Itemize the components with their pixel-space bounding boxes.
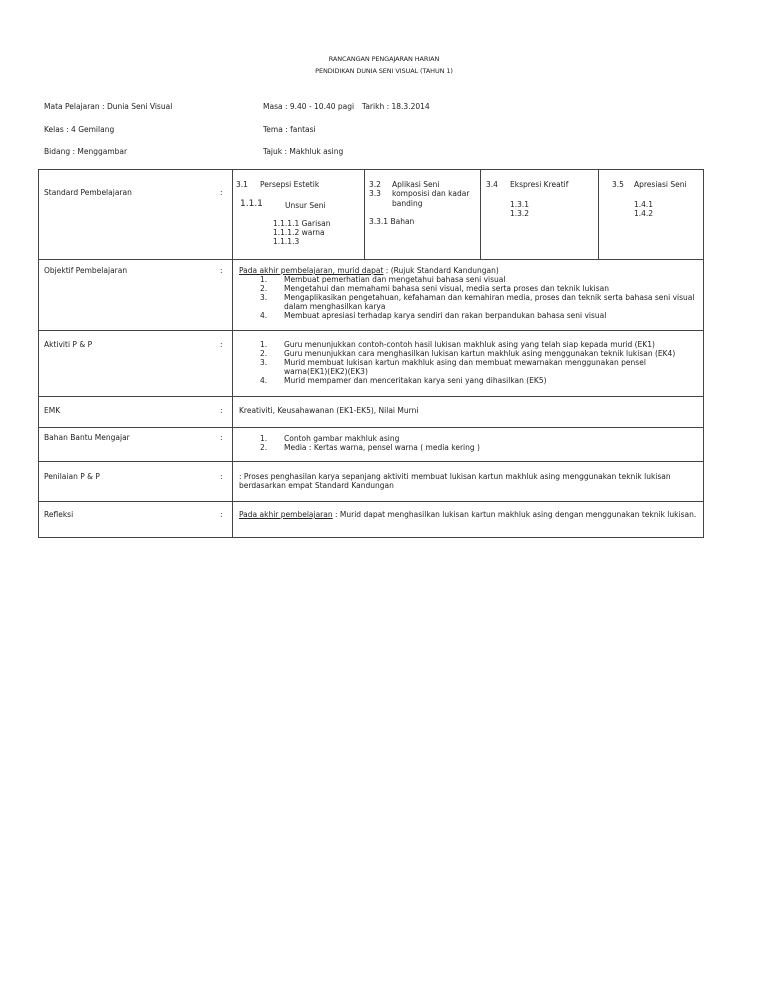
row-colon: : <box>220 188 223 197</box>
bahan-item <box>260 434 399 443</box>
emk-text: Kreativiti, Keusahawanan (EK1-EK5), Nilai Murni <box>239 406 419 415</box>
standard-c1-sub-text: Unsur Seni <box>285 201 326 210</box>
row-label-objektif: Objektif Pembelajaran <box>44 266 128 275</box>
standard-c3-item: 1.3.1 <box>510 200 530 209</box>
inner-column-divider <box>598 170 599 259</box>
document-title: RANCANGAN PENGAJARAN HARIAN <box>328 55 440 63</box>
standard-c4-text: Apresiasi Seni <box>634 180 687 189</box>
standard-c1-item: 1.1.1.1 Garisan <box>273 219 331 228</box>
objektif-intro <box>239 266 499 275</box>
standard-c2-text: banding <box>392 199 423 208</box>
row-colon: : <box>220 266 223 275</box>
objektif-intro-rest: : (Rujuk Standard Kandungan) <box>383 266 499 275</box>
item-text: Guru menunjukkan contoh-contoh hasil lukisan makhluk asing yang telah siap kepada murid (EK1) <box>284 340 655 349</box>
standard-c1-num: 3.1 <box>236 180 248 189</box>
standard-c4-item: 1.4.2 <box>634 209 654 218</box>
row-colon: : <box>220 433 223 442</box>
tajuk: Tajuk : Makhluk asing <box>263 147 344 156</box>
item-text: Mengetahui dan memahami bahasa seni visual, media serta proses dan teknik lukisan <box>284 284 609 293</box>
row-colon: : <box>220 472 223 481</box>
aktiviti-item <box>260 349 675 358</box>
item-number: 4. <box>260 376 268 385</box>
standard-c2-text: Aplikasi Seni <box>392 180 440 189</box>
masa: Masa : 9.40 - 10.40 pagi <box>263 102 355 111</box>
tarikh: Tarikh : 18.3.2014 <box>362 102 430 111</box>
standard-c4-num: 3.5 <box>612 180 624 189</box>
item-number: 3. <box>260 358 268 367</box>
item-number: 2. <box>260 443 268 452</box>
item-text: Membuat apresiasi terhadap karya sendiri dan rakan berpandukan bahasa seni visual <box>284 311 607 320</box>
standard-c3-text: Ekspresi Kreatif <box>510 180 569 189</box>
document-subtitle: PENDIDIKAN DUNIA SENI VISUAL (TAHUN 1) <box>315 67 453 75</box>
item-text: dalam menghasilkan karya <box>284 302 386 311</box>
bahan-item <box>260 443 480 452</box>
standard-c1-item: 1.1.1.2 warna <box>273 228 325 237</box>
standard-c2-num: 3.2 <box>369 180 381 189</box>
item-text: warna(EK1)(EK2)(EK3) <box>284 367 368 376</box>
item-text: Media : Kertas warna, pensel warna ( media kering ) <box>284 443 480 452</box>
objektif-item <box>260 293 694 302</box>
refleksi-text <box>239 510 696 519</box>
aktiviti-item <box>260 340 655 349</box>
item-text: Mengaplikasikan pengetahuan, kefahaman dan kemahiran media, proses dan teknik serta bahasa seni visual <box>284 293 695 302</box>
standard-c1-sub-num: 1.1.1 <box>240 199 263 209</box>
item-number: 1. <box>260 340 268 349</box>
standard-c1-item: 1.1.1.3 <box>273 237 300 246</box>
item-number: 3. <box>260 293 268 302</box>
objektif-intro-underlined: Pada akhir pembelajaran, murid dapat <box>239 266 384 275</box>
standard-c2-text: komposisi dan kadar <box>392 189 470 198</box>
item-text: Guru menunjukkan cara menghasilkan lukisan kartun makhluk asing menggunakan teknik lukisan (EK4) <box>284 349 676 358</box>
penilaian-text-line1: : Proses penghasilan karya sepanjang aktiviti membuat lukisan kartun makhluk asing menggunakan teknik lukisan <box>239 472 671 481</box>
item-number: 2. <box>260 349 268 358</box>
row-colon: : <box>220 406 223 415</box>
row-divider <box>39 396 703 397</box>
item-number: 4. <box>260 311 268 320</box>
standard-c4-item: 1.4.1 <box>634 200 654 209</box>
row-divider <box>39 461 703 462</box>
penilaian-text-line2: berdasarkan empat Standard Kandungan <box>239 481 394 490</box>
row-colon: : <box>220 510 223 519</box>
aktiviti-item <box>260 376 547 385</box>
item-text: Murid mempamer dan menceritakan karya seni yang dihasilkan (EK5) <box>284 376 547 385</box>
row-divider <box>39 427 703 428</box>
objektif-item <box>260 311 606 320</box>
inner-column-divider <box>364 170 365 259</box>
row-label-emk: EMK <box>44 406 61 415</box>
row-divider <box>39 330 703 331</box>
objektif-item <box>260 284 609 293</box>
item-number: 2. <box>260 284 268 293</box>
refleksi-rest: : Murid dapat menghasilkan lukisan kartun makhluk asing dengan menggunakan teknik lukisan. <box>332 510 697 519</box>
standard-c1-text: Persepsi Estetik <box>260 180 320 189</box>
item-number: 1. <box>260 275 268 284</box>
row-label-aktiviti: Aktiviti P & P <box>44 340 93 349</box>
aktiviti-item-continued <box>260 367 368 376</box>
bidang: Bidang : Menggambar <box>44 147 128 156</box>
item-text: Contoh gambar makhluk asing <box>284 434 400 443</box>
mata-pelajaran: Mata Pelajaran : Dunia Seni Visual <box>44 102 173 111</box>
objektif-item-continued <box>260 302 385 311</box>
objektif-item <box>260 275 505 284</box>
standard-c3-item: 1.3.2 <box>510 209 530 218</box>
aktiviti-item <box>260 358 646 367</box>
item-text: Murid membuat lukisan kartun makhluk asing dan membuat mewarnakan menggunakan pensel <box>284 358 646 367</box>
kelas: Kelas : 4 Gemilang <box>44 125 115 134</box>
standard-c2-item: 3.3.1 Bahan <box>369 217 415 226</box>
row-colon: : <box>220 340 223 349</box>
row-divider <box>39 501 703 502</box>
inner-column-divider <box>480 170 481 259</box>
row-label-standard: Standard Pembelajaran <box>44 188 132 197</box>
item-text: Membuat pemerhatian dan mengetahui bahasa seni visual <box>284 275 506 284</box>
tema: Tema : fantasi <box>263 125 316 134</box>
item-number: 1. <box>260 434 268 443</box>
standard-c2-num: 3.3 <box>369 189 381 198</box>
row-label-refleksi: Refleksi <box>44 510 74 519</box>
refleksi-underlined: Pada akhir pembelajaran <box>239 510 333 519</box>
row-label-penilaian: Penilaian P & P <box>44 472 100 481</box>
row-label-bahan: Bahan Bantu Mengajar <box>44 433 130 442</box>
standard-c3-num: 3.4 <box>486 180 498 189</box>
